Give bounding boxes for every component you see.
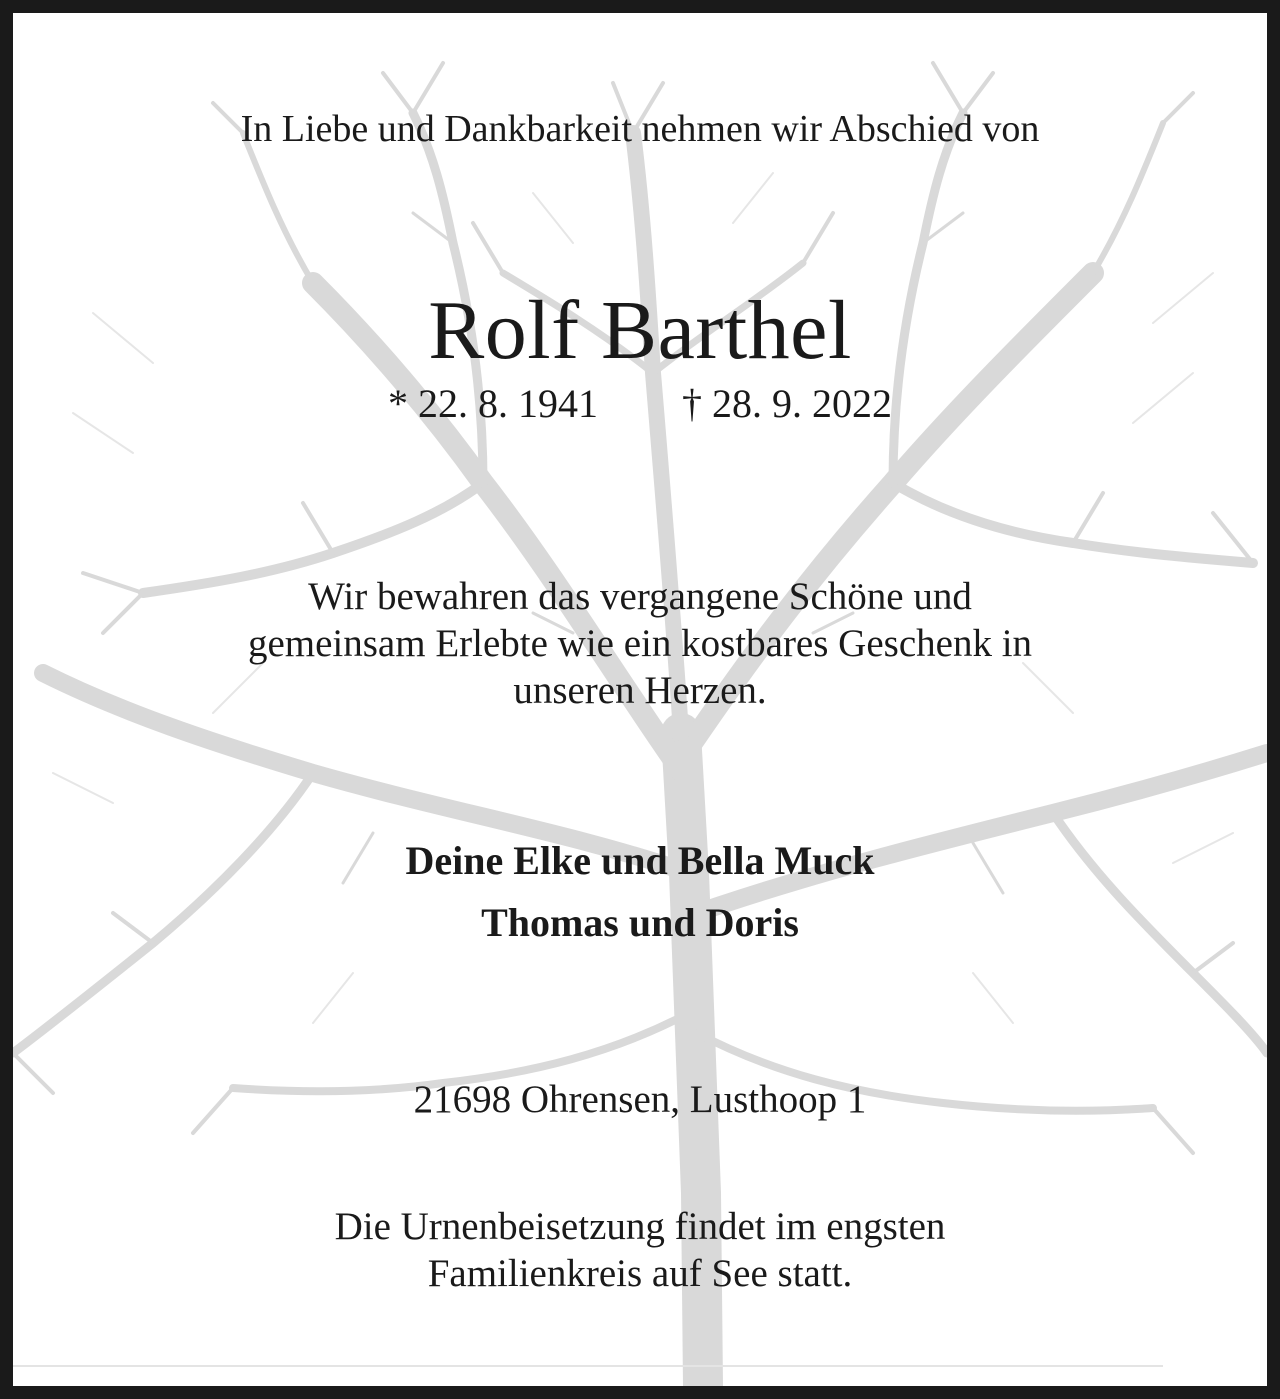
verse-line: gemeinsam Erlebte wie ein kostbares Geschenk in [247, 622, 1033, 665]
memorial-verse [13, 573, 1267, 714]
life-dates [13, 381, 1267, 427]
notice-content [13, 13, 1267, 1386]
verse-line: unseren Herzen. [513, 669, 767, 712]
mourner-line: Deine Elke und Bella Muck [405, 838, 875, 883]
obituary-card [13, 13, 1267, 1386]
burial-notice [13, 1203, 1267, 1297]
verse-line: Wir bewahren das vergangene Schöne und [308, 575, 972, 618]
family-address: 21698 Ohrensen, Lusthoop 1 [413, 1078, 867, 1121]
deceased-name: Rolf Barthel [428, 284, 852, 377]
death-date: † 28. 9. 2022 [682, 381, 892, 426]
mourner-line: Thomas und Doris [481, 900, 799, 945]
birth-date: * 22. 8. 1941 [388, 381, 598, 426]
intro-text: In Liebe und Dankbarkeit nehmen wir Abschied von [240, 108, 1040, 150]
bottom-divider [13, 1365, 1163, 1367]
burial-line: Familienkreis auf See statt. [427, 1252, 853, 1295]
burial-line: Die Urnenbeisetzung findet im engsten [334, 1205, 946, 1248]
